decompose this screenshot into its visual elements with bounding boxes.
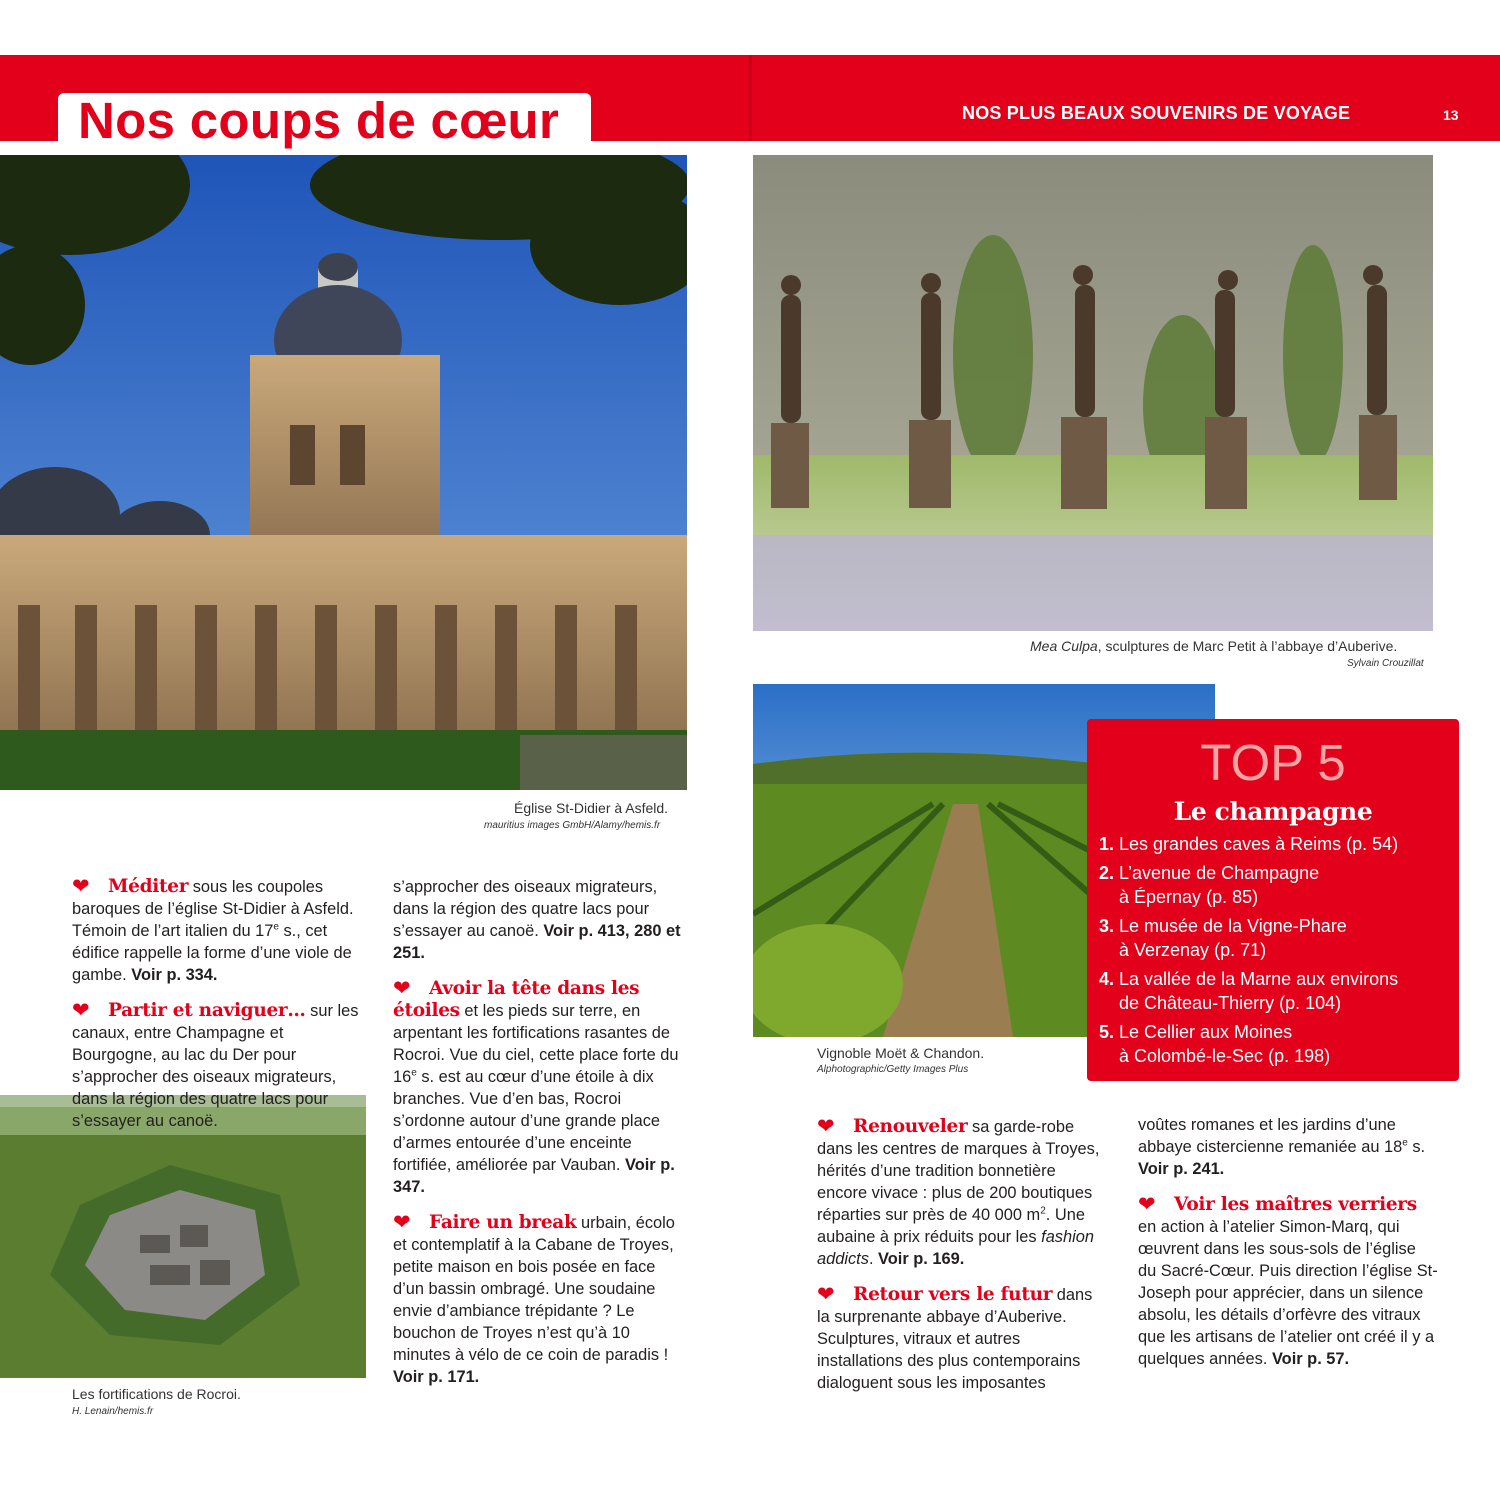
entry-title: Le Cellier aux Moines <box>1119 1022 1293 1042</box>
item-keyword: Faire un break <box>429 1212 577 1233</box>
text-column-3 <box>817 1116 1109 1408</box>
heart-icon: ❤ <box>393 977 411 1000</box>
page-reference: Voir p. 171. <box>393 1368 480 1386</box>
list-item <box>72 1000 372 1132</box>
top5-entry <box>1099 914 1454 962</box>
entry-number: 5. <box>1099 1022 1115 1042</box>
item-keyword: Méditer <box>108 876 189 897</box>
heart-icon: ❤ <box>72 875 90 898</box>
rocroi-photo-caption: Les fortifications de Rocroi. <box>72 1386 241 1402</box>
item-text: voûtes romanes et les jardins d’une abbaye cistercienne remaniée au 18 <box>1138 1116 1403 1156</box>
entry-page: (p. 71) <box>1214 940 1267 960</box>
section-title: NOS PLUS BEAUX SOUVENIRS DE VOYAGE <box>962 103 1351 123</box>
heart-icon: ❤ <box>72 999 90 1022</box>
page-gutter <box>749 55 752 141</box>
list-item <box>1138 1194 1438 1370</box>
item-text: sur les canaux, entre Champagne et Bourgogne, au lac du Der pour s’approcher des oiseaux migrateurs, dans la région des quatre lacs pour s’essayer au canoë. <box>72 1002 359 1130</box>
page-reference: Voir p. 169. <box>878 1250 965 1268</box>
page-reference: Voir p. 57. <box>1271 1350 1350 1368</box>
entry-title: Le musée de la Vigne-Phare <box>1119 916 1347 936</box>
item-text: en action à l’atelier Simon-Marq, qui œuvrent dans les sous-sols de l’église du Sacré-Cœur. Puis direction l’église St-Joseph pour apprécier, dans un silence absolu, les détails d’orfèvre des vitraux que les artisans de l’atelier ont créé il y a quelques années. <box>1138 1218 1438 1368</box>
entry-page: (p. 85) <box>1206 887 1259 907</box>
list-item-continued <box>1138 1114 1438 1180</box>
top5-entry <box>1099 861 1454 909</box>
entry-title: La vallée de la Marne aux environs <box>1119 969 1399 989</box>
page-reference: Voir p. 413, 280 et 251. <box>393 922 681 962</box>
entry-title-line2: à Colombé-le-Sec <box>1119 1046 1264 1066</box>
list-item-continued <box>393 876 689 964</box>
page-reference: Voir p. 334. <box>131 966 218 984</box>
entry-title-line2: à Verzenay <box>1119 940 1210 960</box>
page-number: 13 <box>1443 107 1459 123</box>
heart-icon: ❤ <box>817 1115 835 1138</box>
list-item <box>817 1116 1109 1270</box>
asfeld-photo-caption: Église St-Didier à Asfeld. <box>514 800 669 816</box>
entry-title-line2: à Épernay <box>1119 887 1202 907</box>
entry-title: Les grandes caves à Reims <box>1119 834 1342 854</box>
top5-heading: TOP 5 <box>1200 734 1346 791</box>
item-keyword: Voir les maîtres verriers <box>1174 1194 1417 1215</box>
item-text: s. <box>1407 1138 1426 1156</box>
entry-number: 3. <box>1099 916 1115 936</box>
auberive-photo-credit: Sylvain Crouzillat <box>1347 658 1424 669</box>
item-text: et les pieds sur terre, en arpentant les fortifications rasantes de Rocroi. Vue du ciel, cette place forte du 16 <box>393 1002 679 1086</box>
page-title: Nos coups de cœur <box>78 92 560 149</box>
heart-icon: ❤ <box>817 1283 835 1306</box>
auberive-photo-caption <box>1030 638 1397 654</box>
item-text: s’approcher des oiseaux migrateurs, dans la région des quatre lacs pour s’essayer au canoë. <box>393 878 658 940</box>
auberive-caption-text: , sculptures de Marc Petit à l’abbaye d’Auberive. <box>1097 638 1398 654</box>
item-text: s. est au cœur d’une étoile à dix branches. Vue d’en bas, Rocroi s’ordonne autour d’une grande place d’armes entourée d’une enceinte fortifiée, améliorée par Vauban. <box>393 1068 661 1174</box>
entry-number: 2. <box>1099 863 1115 883</box>
top5-list <box>1099 832 1454 1073</box>
asfeld-photo-credit: mauritius images GmbH/Alamy/hemis.fr <box>484 820 661 831</box>
entry-page: (p. 54) <box>1346 834 1399 854</box>
item-keyword: Partir et naviguer… <box>108 1000 306 1021</box>
entry-page: (p. 104) <box>1279 993 1342 1013</box>
top5-entry <box>1099 1020 1454 1068</box>
top5-box <box>1087 719 1459 1081</box>
entry-number: 1. <box>1099 834 1115 854</box>
list-item <box>72 876 372 986</box>
text-column-2 <box>393 876 689 1402</box>
rocroi-photo-credit: H. Lenain/hemis.fr <box>72 1406 154 1417</box>
item-keyword: Avoir la tête dans les étoiles <box>393 978 640 1021</box>
item-text: sous les coupoles baroques de l’église St-Didier à Asfeld. Témoin de l’art italien du 17 <box>72 878 354 940</box>
top5-entry <box>1099 832 1454 856</box>
item-text: sa garde-robe dans les centres de marques à Troyes, hérités d’une tradition bonnetière encore vivace : plus de 200 boutiques réparties sur près de 40 000 m <box>817 1118 1100 1224</box>
text-column-1 <box>72 876 372 1146</box>
item-text: . Une aubaine à prix réduits pour les <box>817 1206 1085 1246</box>
list-item <box>817 1284 1109 1394</box>
text-column-4 <box>1138 1114 1438 1384</box>
page-reference: Voir p. 347. <box>393 1156 675 1196</box>
auberive-sculptures-photo <box>753 155 1433 631</box>
superscript: 2 <box>1040 1205 1046 1217</box>
item-keyword: Retour vers le futur <box>853 1284 1053 1305</box>
list-item <box>393 978 689 1198</box>
superscript: e <box>1402 1137 1408 1149</box>
vineyard-photo-caption: Vignoble Moët & Chandon. <box>817 1045 985 1061</box>
list-item <box>393 1212 689 1388</box>
artwork-title: Mea Culpa <box>1030 638 1098 654</box>
entry-title: L’avenue de Champagne <box>1119 863 1320 883</box>
item-text: dans la surprenante abbaye d’Auberive. Sculptures, vitraux et autres installations des plus contemporains dialoguent sous les imposantes <box>817 1286 1093 1392</box>
item-text: s., cet édifice rappelle la forme d’une viole de gambe. <box>72 922 352 984</box>
item-italic-text: fashion addicts <box>817 1228 1094 1268</box>
vineyard-photo-credit: Alphotographic/Getty Images Plus <box>817 1064 969 1075</box>
item-text: . <box>868 1250 879 1268</box>
item-keyword: Renouveler <box>853 1116 968 1137</box>
entry-title-line2: de Château-Thierry <box>1119 993 1275 1013</box>
top5-subtitle: Le champagne <box>1173 797 1373 826</box>
entry-number: 4. <box>1099 969 1115 989</box>
heart-icon: ❤ <box>393 1211 411 1234</box>
entry-page: (p. 198) <box>1268 1046 1331 1066</box>
item-text: urbain, écolo et contemplatif à la Cabane de Troyes, petite maison en bois posée en face d’un bassin ombragé. Une soudaine envie d’ambiance trépidante ? Le bouchon de Troyes n’est qu’à 10 minutes à vélo de ce coin de paradis ! <box>393 1214 675 1364</box>
page-reference: Voir p. 241. <box>1138 1160 1225 1178</box>
top5-entry <box>1099 967 1454 1015</box>
asfeld-church-photo <box>0 155 687 790</box>
superscript: e <box>411 1067 417 1079</box>
heart-icon: ❤ <box>1138 1193 1156 1216</box>
superscript: e <box>273 921 279 933</box>
